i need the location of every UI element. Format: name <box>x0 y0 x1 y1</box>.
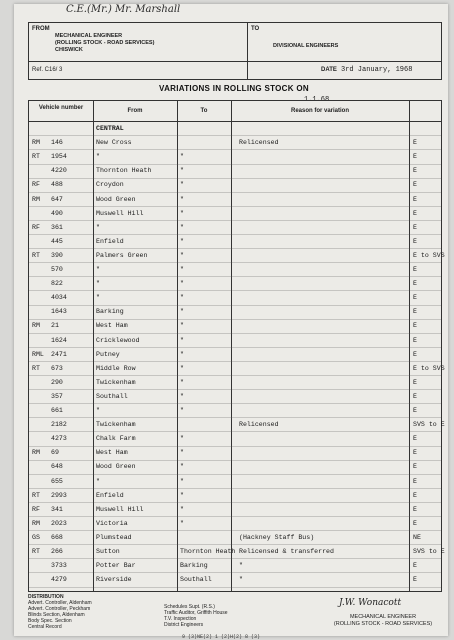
from-garage: Victoria <box>96 519 128 527</box>
vehicle-number: 4220 <box>51 167 67 175</box>
status-code: E <box>413 562 417 570</box>
from-line-1: MECHANICAL ENGINEER <box>55 33 123 39</box>
vehicle-number: 2023 <box>51 519 67 527</box>
to-garage: " <box>180 463 184 471</box>
vehicle-number: 661 <box>51 407 63 414</box>
reason: Relicensed <box>239 139 279 147</box>
table-row <box>29 489 441 503</box>
status-code: E <box>413 350 417 358</box>
status-code: E to SVS <box>413 364 445 372</box>
status-code: SVS to E <box>413 548 445 555</box>
from-garage: Potter Bar <box>96 562 136 570</box>
from-garage: Enfield <box>96 491 124 499</box>
table-row <box>29 164 441 178</box>
vehicle-code: RML <box>32 350 44 358</box>
vehicle-number: 1954 <box>51 153 67 161</box>
table-row <box>29 277 441 291</box>
to-label: TO <box>251 26 260 32</box>
signature-title: MECHANICAL ENGINEER (ROLLING STOCK - ROAD SERVICES) <box>333 614 433 627</box>
status-code: E <box>413 435 417 443</box>
vehicle-number: 1643 <box>51 308 67 316</box>
status-code: E <box>413 519 417 527</box>
table-row <box>29 545 445 559</box>
table-row <box>29 404 441 418</box>
vehicle-code: RM <box>32 139 40 147</box>
table-row <box>29 446 441 460</box>
from-line-2: (ROLLING STOCK - ROAD SERVICES) <box>55 40 155 46</box>
distribution-label: DISTRIBUTION <box>28 594 64 600</box>
page-title: VARIATIONS IN ROLLING STOCK ON <box>159 84 309 93</box>
from-garage: " <box>96 266 100 273</box>
table-row <box>29 235 441 249</box>
from-garage: Riverside <box>96 576 132 584</box>
from-garage: Chalk Farm <box>96 435 136 443</box>
to-garage: " <box>180 322 184 330</box>
vehicle-code: RM <box>32 449 40 457</box>
from-garage: Cricklewood <box>96 336 140 344</box>
vehicle-number: 266 <box>51 548 63 555</box>
table-row <box>29 531 441 545</box>
to-garage: " <box>180 266 184 273</box>
table-row <box>29 334 441 348</box>
status-code: E <box>413 167 417 175</box>
from-garage: " <box>96 477 100 485</box>
distribution-item: Body Spec. Section <box>28 618 72 624</box>
to-garage: " <box>180 378 184 386</box>
from-garage: Thornton Heath <box>96 167 152 175</box>
status-code: E <box>413 449 417 457</box>
table-row <box>29 207 441 221</box>
from-garage: Sutton <box>96 548 120 555</box>
status-code: E <box>413 294 417 302</box>
to-garage: " <box>180 237 184 245</box>
from-garage: Muswell Hill <box>96 209 144 217</box>
vehicle-code: GS <box>32 533 40 541</box>
to-garage: " <box>180 364 184 372</box>
from-garage: Muswell Hill <box>96 505 144 513</box>
reason: Relicensed & transferred <box>239 548 334 555</box>
status-code: E <box>413 153 417 161</box>
status-code: E <box>413 237 417 245</box>
distribution-item: Advert. Controller, Peckham <box>28 606 91 612</box>
vehicle-number: 570 <box>51 266 63 273</box>
table-row <box>29 362 445 376</box>
to-value: DIVISIONAL ENGINEERS <box>273 43 339 49</box>
status-code: E <box>413 392 417 400</box>
vehicle-code: RM <box>32 322 40 330</box>
table-row <box>29 475 441 489</box>
vehicle-code: RT <box>32 364 40 372</box>
vehicle-number: 490 <box>51 209 63 217</box>
to-garage: " <box>180 519 184 527</box>
status-code: E <box>413 139 417 147</box>
from-garage: Southall <box>96 392 128 400</box>
vehicle-number: 673 <box>51 364 63 372</box>
from-garage: Putney <box>96 350 120 358</box>
reason: (Hackney Staff Bus) <box>239 533 315 541</box>
distribution <box>28 594 92 630</box>
header-from: From <box>127 108 143 114</box>
handwritten-annotation: C.E.(Mr.) Mr. Marshall <box>66 4 181 15</box>
to-garage: " <box>180 280 184 288</box>
table-row <box>29 503 441 517</box>
status-code: E <box>413 266 417 273</box>
vehicle-number: 445 <box>51 237 63 245</box>
from-garage: Palmers Green <box>96 251 148 259</box>
vehicle-code: RM <box>32 519 40 527</box>
table-row <box>29 348 441 362</box>
vehicle-number: 390 <box>51 251 63 259</box>
from-garage: Twickenham <box>96 421 136 429</box>
to-garage: " <box>180 407 184 414</box>
table-row <box>29 390 441 404</box>
status-code: E <box>413 463 417 471</box>
variations-table <box>28 100 445 592</box>
signature: J.W. Wonacott <box>339 598 402 608</box>
from-garage: " <box>96 223 100 231</box>
vehicle-code: RF <box>32 181 40 189</box>
distribution-secondary <box>164 604 228 628</box>
table-row <box>29 573 441 587</box>
to-garage: Thornton Heath <box>180 548 236 555</box>
distribution-item: Central Record <box>28 624 62 630</box>
status-code: E <box>413 322 417 330</box>
status-code: E to SVS <box>413 251 445 259</box>
from-garage: Wood Green <box>96 195 136 203</box>
table-row <box>29 517 441 531</box>
vehicle-code: RT <box>32 491 40 499</box>
table-row <box>29 249 445 263</box>
status-code: E <box>413 491 417 499</box>
vehicle-number: 21 <box>51 322 59 330</box>
vehicle-code: RF <box>32 505 40 513</box>
vehicle-number: 1624 <box>51 336 67 344</box>
from-garage: Enfield <box>96 237 124 245</box>
to-garage: " <box>180 167 184 175</box>
status-code: SVS to E <box>413 421 445 429</box>
to-garage: " <box>180 181 184 189</box>
vehicle-code: RM <box>32 195 40 203</box>
header-vehicle: Vehicle number <box>38 105 84 111</box>
from-garage: Wood Green <box>96 463 136 471</box>
vehicle-number: 4273 <box>51 435 67 443</box>
from-label: FROM <box>32 26 50 32</box>
reason: Relicensed <box>239 421 279 429</box>
vehicle-number: 290 <box>51 378 63 386</box>
footer-codes: 9 (3)NE(2) 1 (2)H(2) 8 (3) <box>182 634 261 640</box>
from-garage: " <box>96 407 100 414</box>
table-row <box>29 319 441 333</box>
from-garage: " <box>96 280 100 288</box>
vehicle-code: RT <box>32 251 40 259</box>
from-garage: CENTRAL <box>96 125 124 132</box>
header-to: To <box>200 108 208 114</box>
from-garage: Barking <box>96 308 124 316</box>
table-row <box>29 150 441 164</box>
table-header <box>29 101 441 122</box>
from-garage: Plumstead <box>96 533 132 541</box>
status-code: E <box>413 378 417 386</box>
distribution-item: Traffic Auditor, Griffith House <box>164 610 228 616</box>
to-garage: " <box>180 223 184 231</box>
memo-sheet <box>14 4 448 640</box>
vehicle-number: 2182 <box>51 421 67 429</box>
vehicle-number: 341 <box>51 505 63 513</box>
vehicle-code: RT <box>32 153 40 161</box>
vehicle-number: 488 <box>51 181 63 189</box>
table-row <box>29 178 441 192</box>
vehicle-number: 2471 <box>51 350 67 358</box>
to-garage: " <box>180 336 184 344</box>
status-code: E <box>413 477 417 485</box>
vehicle-number: 668 <box>51 533 63 541</box>
reason: " <box>239 562 243 570</box>
table-row <box>29 305 441 319</box>
distribution-item: Schedules Supt. (R.S.) <box>164 604 215 610</box>
from-garage: " <box>96 153 100 161</box>
distribution-item: T.V. Inspection <box>164 616 197 622</box>
distribution-item: District Engineers <box>164 622 204 628</box>
vehicle-number: 822 <box>51 280 63 288</box>
table-row <box>29 376 441 390</box>
status-code: E <box>413 280 417 288</box>
from-garage: Twickenham <box>96 378 136 386</box>
vehicle-number: 4279 <box>51 576 67 584</box>
table-row <box>29 418 445 432</box>
to-garage: " <box>180 308 184 316</box>
reference: Ref. C16/ 3 <box>32 67 63 73</box>
from-garage: " <box>96 294 100 302</box>
to-garage: " <box>180 449 184 457</box>
table-row <box>29 432 441 446</box>
to-garage: " <box>180 491 184 499</box>
distribution-item: Blinds Section, Aldenham <box>28 612 85 618</box>
vehicle-number: 655 <box>51 477 63 485</box>
distribution-item: Advert. Controller, Aldenham <box>28 600 92 606</box>
vehicle-number: 648 <box>51 463 63 471</box>
vehicle-number: 69 <box>51 449 59 457</box>
from-garage: West Ham <box>96 449 128 457</box>
table-row <box>29 460 441 474</box>
status-code: E <box>413 308 417 316</box>
vehicle-number: 3733 <box>51 562 67 570</box>
date-value: 3rd January, 1968 <box>341 66 413 74</box>
to-garage: " <box>180 294 184 302</box>
vehicle-code: RT <box>32 548 40 555</box>
vehicle-number: 357 <box>51 392 63 400</box>
to-garage: " <box>180 195 184 203</box>
status-code: E <box>413 181 417 189</box>
from-garage: New Cross <box>96 139 132 147</box>
status-code: E <box>413 195 417 203</box>
table-row <box>29 291 441 305</box>
table-row <box>29 221 441 235</box>
to-garage: " <box>180 153 184 161</box>
table-row <box>29 193 441 207</box>
vehicle-number: 361 <box>51 223 63 231</box>
status-code: E <box>413 209 417 217</box>
to-garage: " <box>180 209 184 217</box>
table-row <box>29 559 441 573</box>
title-date: 1.1.68 <box>304 96 330 104</box>
memo-header <box>28 22 442 80</box>
from-garage: West Ham <box>96 322 128 330</box>
reason: " <box>239 576 243 584</box>
table-row <box>29 136 441 150</box>
to-garage: " <box>180 392 184 400</box>
to-garage: " <box>180 251 184 259</box>
to-garage: " <box>180 435 184 443</box>
status-code: E <box>413 576 417 584</box>
from-garage: Middle Row <box>96 364 136 372</box>
to-garage: " <box>180 477 184 485</box>
to-garage: " <box>180 350 184 358</box>
vehicle-number: 2993 <box>51 491 67 499</box>
vehicle-number: 647 <box>51 195 63 203</box>
status-code: E <box>413 407 417 414</box>
to-garage: Southall <box>180 576 212 584</box>
status-code: NE <box>413 533 421 541</box>
date-label: DATE <box>321 67 337 73</box>
status-code: E <box>413 336 417 344</box>
vehicle-code: RF <box>32 223 40 231</box>
from-line-3: CHISWICK <box>55 47 83 53</box>
to-garage: " <box>180 505 184 513</box>
table-row <box>29 263 441 277</box>
table-row <box>29 122 441 136</box>
vehicle-number: 146 <box>51 139 63 147</box>
vehicle-number: 4034 <box>51 294 67 302</box>
from-garage: Croydon <box>96 181 124 189</box>
status-code: E <box>413 505 417 513</box>
to-garage: Barking <box>180 562 208 570</box>
header-reason: Reason for variation <box>290 108 349 114</box>
status-code: E <box>413 223 417 231</box>
